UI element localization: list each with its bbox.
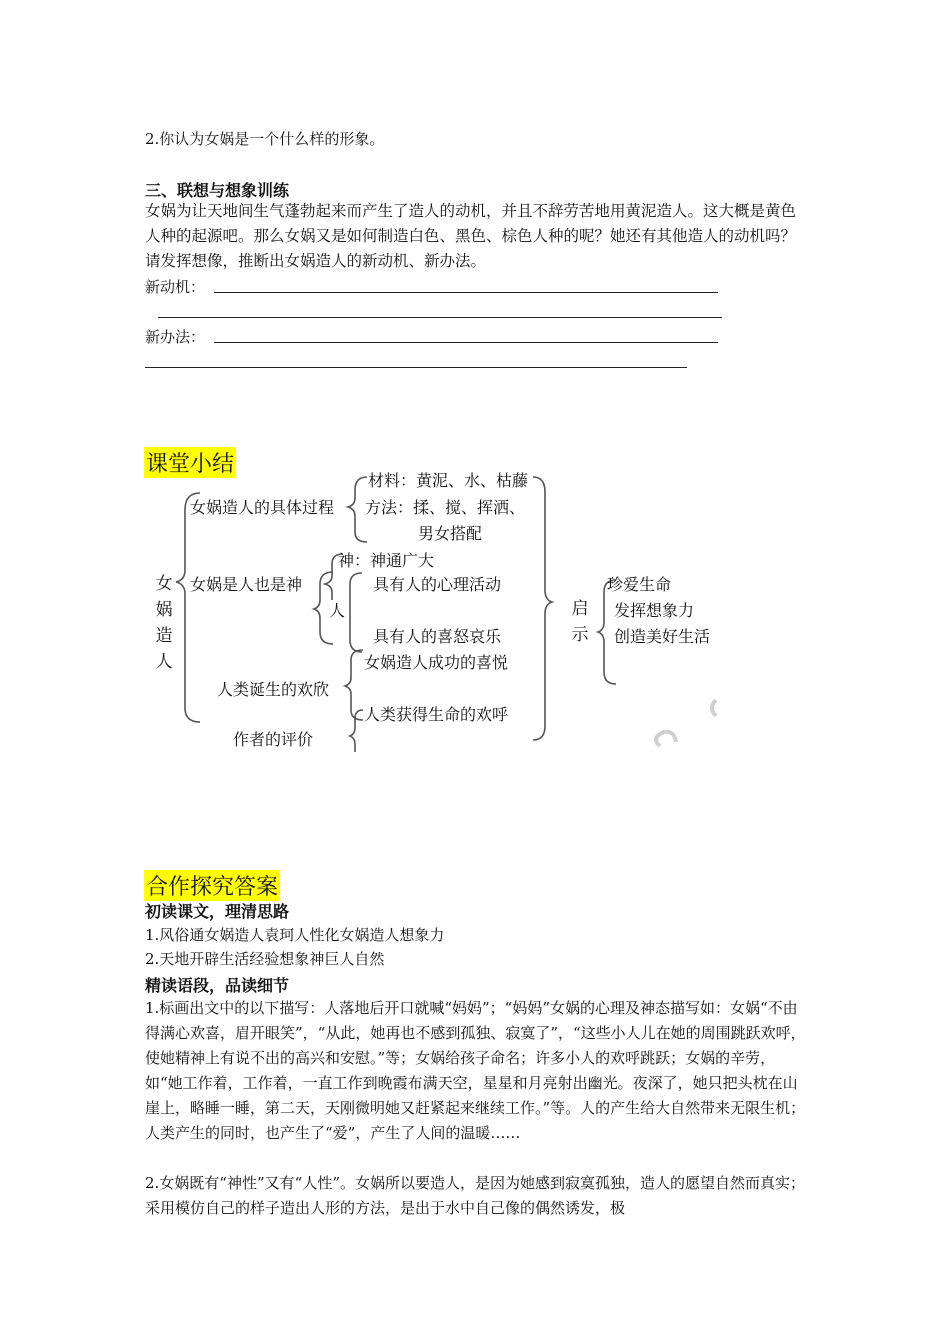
summary-method: 方法：揉、搅、挥洒、 xyxy=(365,498,526,517)
new-method-label: 新办法： xyxy=(145,328,206,346)
summary-human: 人 xyxy=(329,601,346,620)
summary-title: 课堂小结 xyxy=(144,447,236,478)
summary-insight-2: 发挥想象力 xyxy=(614,601,695,620)
summary-emotions: 具有人的喜怒哀乐 xyxy=(373,627,502,646)
question-2: 2.你认为女娲是一个什么样的形象。 xyxy=(145,130,385,148)
answer-paragraph-2: 2.女娲既有“神性”又有“人性”。女娲所以要造人，是因为她感到寂寞孤独，造人的愿望自然而真实；采用模仿自己的样子造出人形的方法，是出于水中自己像的偶然诱发，极 xyxy=(145,1174,805,1217)
summary-root: 女娲造人 xyxy=(155,574,173,672)
summary-insight: 启示 xyxy=(571,599,589,645)
new-motive-label: 新动机： xyxy=(145,278,206,296)
summary-mind: 具有人的心理活动 xyxy=(373,575,502,594)
summary-god: 神：神通广大 xyxy=(338,551,435,570)
summary-god-human: 女娲是人也是神 xyxy=(190,575,303,594)
answers-sub-1: 初读课文，理清思路 xyxy=(145,902,290,921)
decor-swirl-2 xyxy=(656,732,676,746)
answers-sub-2: 精读语段，品读细节 xyxy=(145,976,290,995)
summary-author: 作者的评价 xyxy=(233,730,314,749)
answer-paragraph-1: 1.标画出文中的以下描写：人落地后开口就喊“妈妈”；“妈妈”女娲的心理及神态描写如：女娲“不由得满心欢喜，眉开眼笑”，“从此，她再也不感到孤独、寂寞了”，“这些小人儿在她的周围跳跃欢呼，使她精神上有说不出的高兴和安慰。”等；女娲给孩子命名；许多小人的欢呼跳跃；女娲的辛劳，如“她工作着，工作着，一直工作到晚霞布满天空，星星和月亮射出幽光。夜深了，她只把头枕在山崖上，略睡一睡，第二天，天刚微明她又赶紧起来继续工作。”等。人的产生给大自然带来无限生机；人类产生的同时，也产生了“爱”，产生了人间的温暖…… xyxy=(145,999,806,1142)
motive-line-2[interactable] xyxy=(158,317,722,318)
bracket-root xyxy=(176,493,200,722)
bracket-emotions xyxy=(350,573,362,652)
answer-2: 2.天地开辟生活经验想象神巨人自然 xyxy=(145,950,385,968)
section-3-title: 三、联想与想象训练 xyxy=(145,181,290,200)
bracket-right xyxy=(533,477,552,740)
summary-process: 女娲造人的具体过程 xyxy=(190,498,335,517)
summary-cheer: 人类获得生命的欢呼 xyxy=(364,705,509,724)
summary-insight-1: 珍爱生命 xyxy=(607,575,672,594)
method-line-2[interactable] xyxy=(145,367,687,368)
section-3-body: 女娲为让天地间生气蓬勃起来而产生了造人的动机，并且不辞劳苦地用黄泥造人。这大概是黄色人种的起源吧。那么女娲又是如何制造白色、黑色、棕色人种的呢？她还有其他造人的动机吗？请发挥想像，推断出女娲造人的新动机、新办法。 xyxy=(145,202,797,270)
answer-1: 1.风俗通女娲造人袁珂人性化女娲造人想象力 xyxy=(145,926,445,944)
motive-line-1[interactable] xyxy=(214,292,718,293)
summary-insight-3: 创造美好生活 xyxy=(614,627,711,646)
summary-joy-birth: 人类诞生的欢欣 xyxy=(217,680,330,699)
summary-success: 女娲造人成功的喜悦 xyxy=(364,653,509,672)
summary-method-2: 男女搭配 xyxy=(418,524,483,543)
summary-material: 材料：黄泥、水、枯藤 xyxy=(368,471,529,490)
decor-swirl-1 xyxy=(712,700,716,716)
method-line-1[interactable] xyxy=(214,342,718,343)
answers-title: 合作探究答案 xyxy=(144,870,280,901)
